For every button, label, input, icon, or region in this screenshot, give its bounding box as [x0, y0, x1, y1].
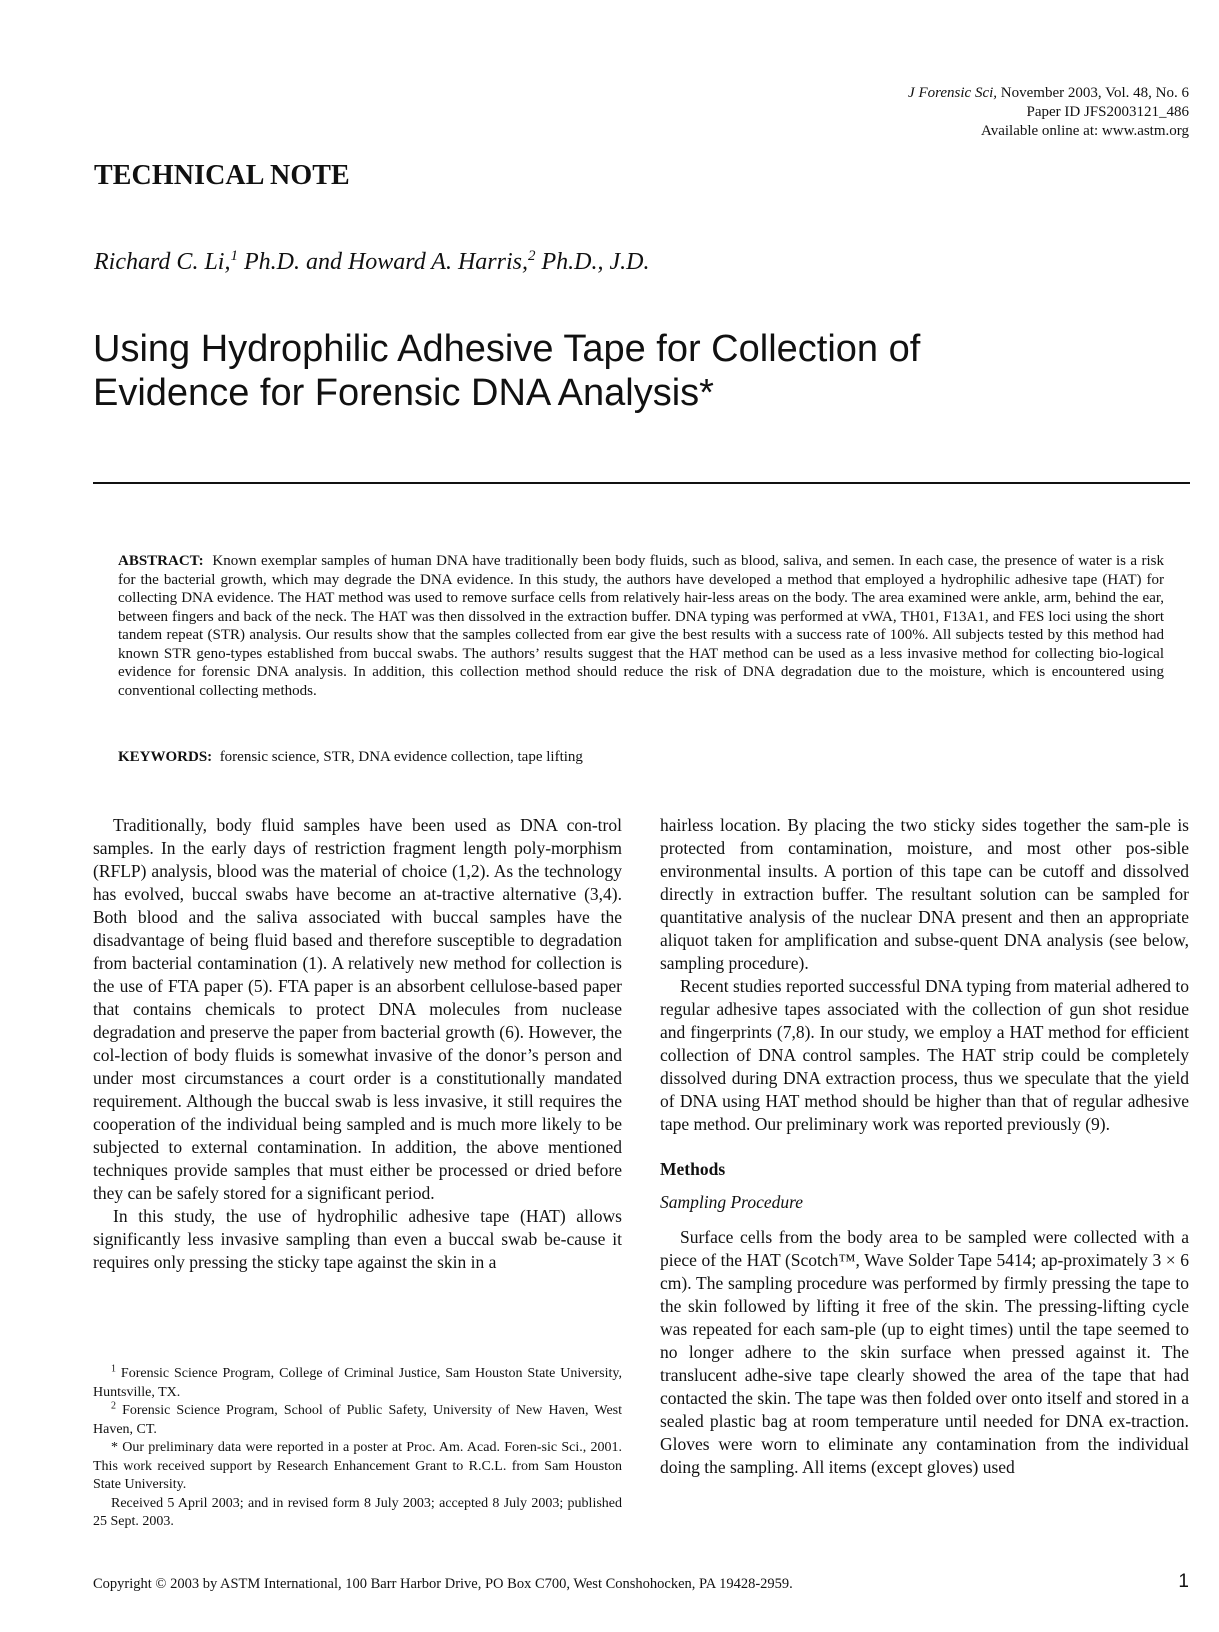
keywords — [118, 748, 583, 766]
section-type: TECHNICAL NOTE — [94, 160, 350, 191]
footnote-text: Forensic Science Program, College of Criminal Justice, Sam Houston State University, Huntsville, TX. — [93, 1366, 622, 1400]
author-1: Richard C. Li, — [94, 249, 231, 275]
page-number: 1 — [1178, 1571, 1189, 1592]
body-paragraph: Surface cells from the body area to be sampled were collected with a piece of the HAT (Scotch™, Wave Solder Tape 5414; ap-proximately 3 × 6 cm). The sampling procedure was performed by firmly pressing the tape to the skin followed by lifting it free of the skin. The pressing-lifting cycle was repeated for each sam-ple (up to eight times) until the tape seemed to no longer adhere to the skin surface when pressed against it. The translucent adhe-sive tape clearly showed the area of the tape that had contacted the skin. The tape was then folded over onto itself and stored in a sealed plastic bag at room temperature until needed for DNA ex-traction. Gloves were worn to eliminate any contamination from the individual doing the sampling. All items (except gloves) used — [660, 1227, 1189, 1477]
body-paragraph: Traditionally, body fluid samples have been used as DNA con-trol samples. In the early days of restriction fragment length poly-morphism (RFLP) analysis, blood was the material of choice (1,2). As the technology has evolved, buccal swabs have become an at-tractive alternative (3,4). Both blood and the saliva associated with buccal samples have the disadvantage of being fluid based and therefore susceptible to degradation from bacterial contamination (1). A relatively new method for collection is the use of FTA paper (5). FTA paper is an absorbent cellulose-based paper that contains chemicals to protect DNA molecules from nuclease degradation and preserve the paper from bacterial growth (6). However, the col-lection of body fluids is somewhat invasive of the donor’s person and under most circumstances a court order is a constitutionally mandated requirement. Although the buccal swab is less invasive, it still requires the cooperation of the individual being sampled and is much more likely to be subjected to external contamination. In addition, the above mentioned techniques provide samples that must either be processed or dried before they can be safely stored for a significant period. — [93, 815, 622, 1203]
availability: Available online at: www.astm.org — [980, 123, 1189, 139]
footnote-1 — [93, 1365, 622, 1402]
author-1-affiliation: 1 — [230, 248, 238, 264]
subsection-heading-sampling: Sampling Procedure — [660, 1192, 804, 1212]
abstract-label: ABSTRACT: — [118, 553, 204, 569]
footnote-marker: 1 — [111, 1363, 116, 1375]
journal-name: J Forensic Sci, — [908, 85, 998, 101]
author-suffix: Ph.D., J.D. — [535, 249, 650, 275]
author-connector: Ph.D. and Howard A. Harris, — [237, 249, 528, 275]
body-paragraph: hairless location. By placing the two sticky sides together the sam-ple is protected from contamination, moisture, and most other pos-sible environmental insults. A portion of this tape can be cutoff and dissolved directly in extraction buffer. The resultant solution can be sampled for quantitative analysis of the nuclear DNA present and then an appropriate aliquot taken for amplification and subse-quent DNA analysis (see below, sampling procedure). — [660, 815, 1189, 973]
footnotes — [93, 1365, 622, 1532]
journal-info — [908, 84, 1189, 141]
body-column-right — [660, 814, 1189, 1479]
copyright: Copyright © 2003 by ASTM International, 100 Barr Harbor Drive, PO Box C700, West Conshohocken, PA 19428-2959. — [93, 1576, 793, 1592]
author-2-affiliation: 2 — [527, 248, 536, 264]
body-paragraph: Recent studies reported successful DNA typing from material adhered to regular adhesive tapes associated with the collection of gun shot residue and fingerprints (7,8). In our study, we employ a HAT method for efficient collection of DNA control samples. The HAT strip could be completely dissolved during DNA extraction process, thus we speculate that the yield of DNA using HAT method should be higher than that of regular adhesive tape method. Our preliminary work was reported previously (9). — [660, 976, 1189, 1134]
title-divider — [93, 482, 1190, 484]
keywords-text: forensic science, STR, DNA evidence collection, tape lifting — [219, 749, 583, 765]
footnote-2 — [93, 1402, 622, 1439]
footnote-received: Received 5 April 2003; and in revised form 8 July 2003; accepted 8 July 2003; published 25 Sept. 2003. — [93, 1495, 622, 1529]
abstract — [118, 552, 1164, 700]
footnote-text: Forensic Science Program, School of Public Safety, University of New Haven, West Haven, CT. — [93, 1403, 622, 1437]
body-column-left — [93, 814, 622, 1274]
title-line-2: Evidence for Forensic DNA Analysis* — [93, 372, 714, 414]
paper-title — [93, 327, 1053, 415]
body-paragraph: In this study, the use of hydrophilic adhesive tape (HAT) allows significantly less invasive sampling than even a buccal swab be-cause it requires only pressing the sticky tape against the skin in a — [93, 1206, 622, 1272]
paper-id: Paper ID JFS2003121_486 — [1026, 104, 1189, 120]
keywords-label: KEYWORDS: — [118, 749, 213, 765]
journal-citation — [908, 84, 1189, 103]
authors — [94, 249, 649, 276]
abstract-text: Known exemplar samples of human DNA have traditionally been body fluids, such as blood, saliva, and semen. In each case, the presence of water is a risk for the bacterial growth, which may degrade the DNA evidence. In this study, the authors have developed a method that employed a hydrophilic adhesive tape (HAT) for collecting DNA evidence. The HAT method was used to remove surface cells from relatively hair-less areas on the body. The area examined were ankle, arm, behind the ear, between fingers and back of the neck. The HAT was then dissolved in the extraction buffer. DNA typing was performed at vWA, TH01, F13A1, and FES loci using the short tandem repeat (STR) analysis. Our results show that the samples collected from ear give the best results with a success rate of 100%. All subjects tested by this method had known STR geno-types established from buccal swabs. The authors’ results suggest that the HAT method can be used as a less invasive method for collecting bio-logical evidence for forensic DNA analysis. In addition, this collection method should reduce the risk of DNA degradation due to the moisture, which is encountered using conventional collecting methods. — [118, 553, 1165, 699]
journal-issue: November 2003, Vol. 48, No. 6 — [997, 85, 1189, 101]
footnote-marker: 2 — [111, 1400, 116, 1412]
footnote-3: * Our preliminary data were reported in a poster at Proc. Am. Acad. Foren-sic Sci., 2001. This work received support by Research Enhancement Grant to R.C.L. from Sam Houston State University. — [93, 1440, 622, 1492]
title-line-1: Using Hydrophilic Adhesive Tape for Collection of — [93, 328, 921, 370]
section-heading-methods: Methods — [660, 1159, 726, 1179]
